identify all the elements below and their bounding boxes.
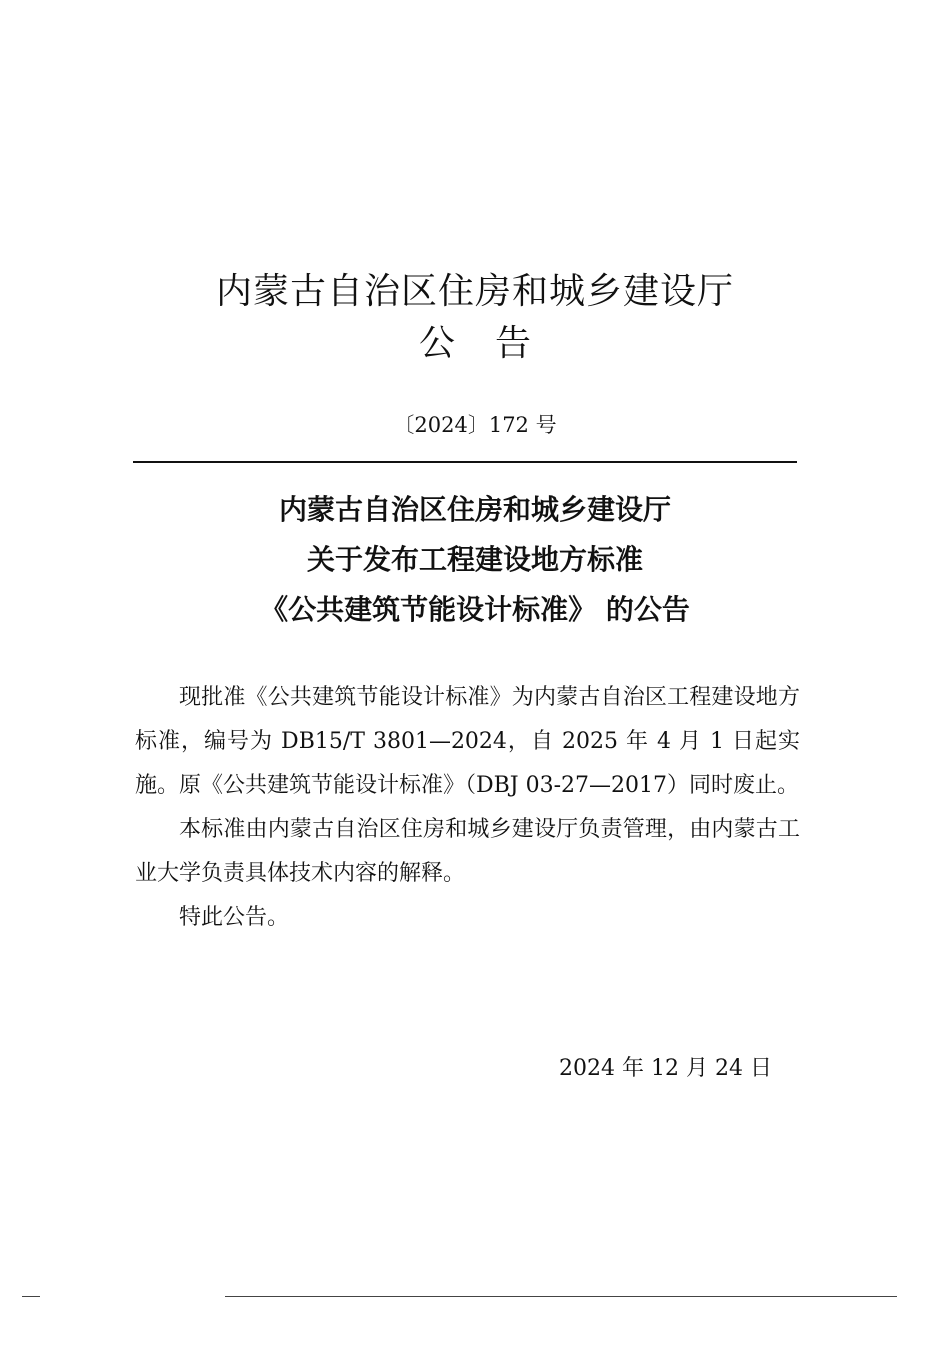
page-bottom-mark-right [225,1296,897,1297]
body-paragraph-closing: 特此公告。 [179,905,290,930]
issue-date: 2024 年 12 月 24 日 [559,1056,772,1081]
header-divider [133,461,797,463]
notice-title-line-3: 《公共建筑节能设计标准》 的公告 [260,593,690,626]
notice-title-line-2: 关于发布工程建设地方标准 [306,543,643,576]
issuer-heading: 内蒙古自治区住房和城乡建设厅 [215,271,734,312]
doc-type-heading: 公告 [418,323,571,364]
page-bottom-mark-left [22,1296,40,1297]
notice-body [135,676,800,940]
notice-title-line-1: 内蒙古自治区住房和城乡建设厅 [278,493,671,526]
body-paragraph-management: 本标准由内蒙古自治区住房和城乡建设厅负责管理，由内蒙古工业大学负责具体技术内容的解释。 [135,817,800,886]
body-paragraph-approval: 现批准《公共建筑节能设计标准》为内蒙古自治区工程建设地方标准，编号为 DB15/T 3801—2024，自 2025 年 4 月 1 日起实施。原《公共建筑节能设计标准》（DBJ 03-27—2017）同时废止。 [135,685,800,798]
document-number: 〔2024〕172 号 [393,413,557,437]
